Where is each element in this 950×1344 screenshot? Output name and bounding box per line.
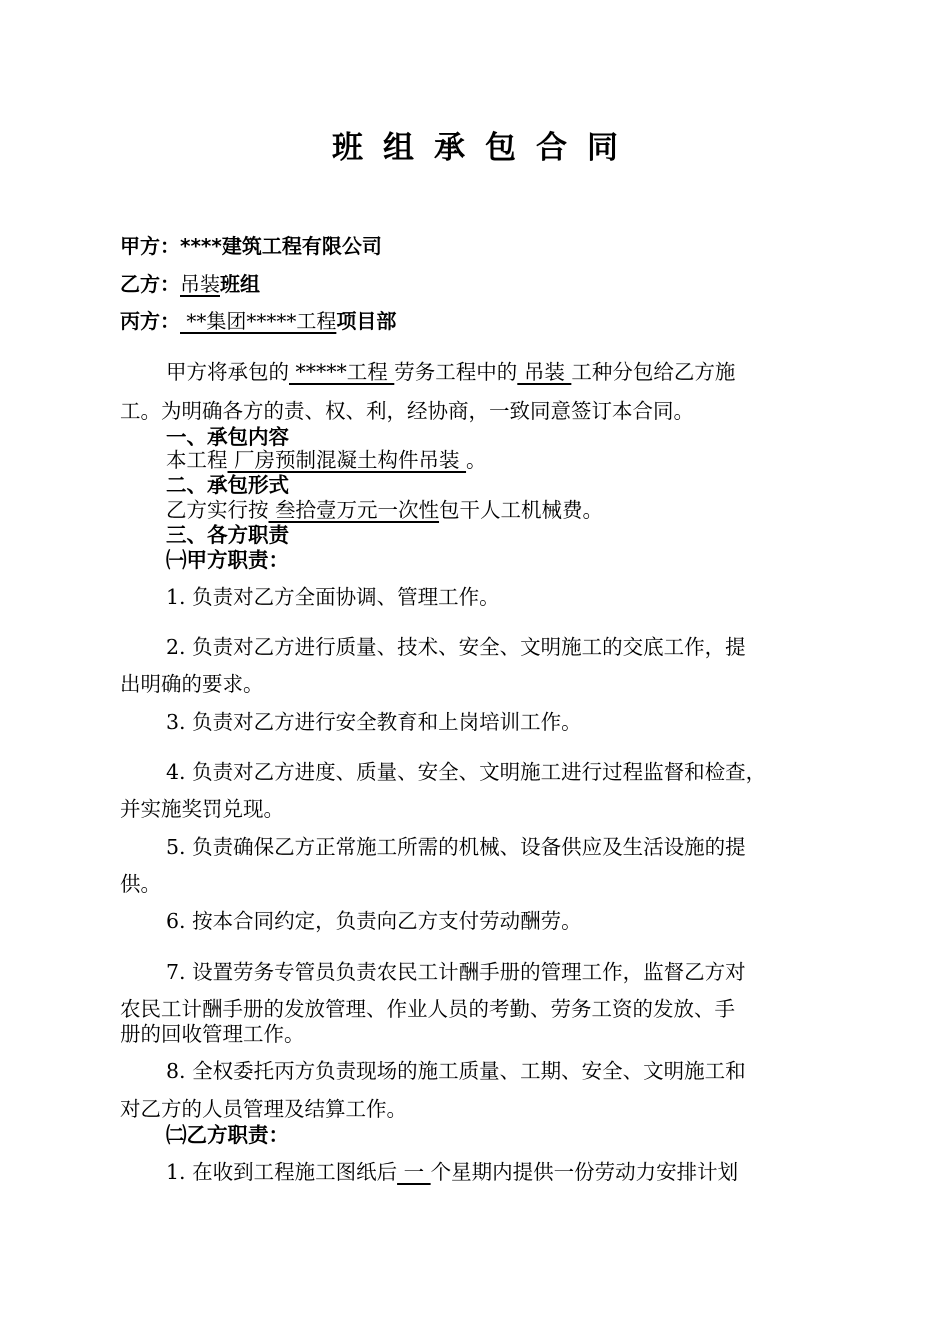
duty-a-1: 1. 负责对乙方全面协调、管理工作。 bbox=[166, 585, 500, 609]
section-1-blank: 厂房预制混凝土构件吊装 bbox=[227, 448, 467, 472]
intro-text-a: 甲方将承包的 bbox=[166, 360, 289, 384]
duty-a-8-line-2: 对乙方的人员管理及结算工作。 bbox=[120, 1097, 407, 1121]
duty-b-1-text-b: 个星期内提供一份劳动力安排计划 bbox=[430, 1160, 739, 1184]
party-b bbox=[120, 268, 260, 297]
intro-text-c: 工种分包给乙方施 bbox=[571, 360, 736, 384]
party-a-duties-heading: ㈠甲方职责： bbox=[166, 548, 289, 572]
document-title: 班组承包合同 bbox=[332, 130, 638, 166]
duty-a-5-line-1: 5. 负责确保乙方正常施工所需的机械、设备供应及生活设施的提 bbox=[166, 835, 746, 859]
duty-a-2-line-1: 2. 负责对乙方进行质量、技术、安全、文明施工的交底工作，提 bbox=[166, 635, 746, 659]
party-b-value: 吊装 bbox=[180, 272, 220, 296]
intro-text-b: 劳务工程中的 bbox=[394, 360, 518, 384]
section-1-heading: 一、承包内容 bbox=[166, 425, 289, 449]
duty-a-7-line-2: 农民工计酬手册的发放管理、作业人员的考勤、劳务工资的发放、手 bbox=[120, 997, 735, 1021]
intro-blank-project: *****工程 bbox=[289, 360, 395, 384]
party-b-duties-heading: ㈡乙方职责： bbox=[166, 1123, 289, 1147]
party-c-label: 丙方： bbox=[120, 309, 180, 333]
party-b-suffix: 班组 bbox=[220, 272, 260, 296]
section-1-text-a: 本工程 bbox=[166, 448, 228, 472]
duty-a-8-line-1: 8. 全权委托丙方负责现场的施工质量、工期、安全、文明施工和 bbox=[166, 1059, 746, 1083]
duty-a-5-line-2: 供。 bbox=[120, 872, 161, 896]
duty-a-4-line-2: 并实施奖罚兑现。 bbox=[120, 797, 284, 821]
duty-b-1-blank: 一 bbox=[397, 1160, 431, 1184]
party-a-value: ****建筑工程有限公司 bbox=[180, 234, 382, 258]
party-a-label: 甲方： bbox=[120, 234, 180, 258]
duty-a-3: 3. 负责对乙方进行安全教育和上岗培训工作。 bbox=[166, 710, 582, 734]
section-2-blank: 叁拾壹万元一次性 bbox=[268, 498, 440, 522]
duty-a-2-line-2: 出明确的要求。 bbox=[120, 672, 264, 696]
intro-line-1 bbox=[120, 355, 906, 385]
duty-a-4-line-1: 4. 负责对乙方进度、质量、安全、文明施工进行过程监督和检查， bbox=[166, 760, 767, 784]
intro-line-2: 工。为明确各方的责、权、利，经协商，一致同意签订本合同。 bbox=[120, 399, 694, 423]
party-c-suffix: 项目部 bbox=[336, 309, 397, 333]
party-b-label: 乙方： bbox=[120, 272, 180, 296]
duty-b-1 bbox=[120, 1155, 906, 1185]
party-c-value: **集团*****工程 bbox=[180, 309, 337, 333]
section-2-text-a: 乙方实行按 bbox=[166, 498, 269, 522]
party-a bbox=[120, 230, 382, 259]
duty-a-6: 6. 按本合同约定，负责向乙方支付劳动酬劳。 bbox=[166, 909, 582, 933]
section-3-heading: 三、各方职责 bbox=[166, 523, 289, 547]
duty-b-1-text-a: 1. 在收到工程施工图纸后 bbox=[166, 1160, 398, 1184]
section-2-text-b: 包干人工机械费。 bbox=[439, 498, 604, 522]
section-1-text-b: 。 bbox=[466, 448, 487, 472]
duty-a-7-line-1: 7. 设置劳务专管员负责农民工计酬手册的管理工作，监督乙方对 bbox=[166, 960, 746, 984]
intro-blank-trade: 吊装 bbox=[517, 360, 572, 384]
party-c bbox=[120, 305, 396, 334]
duty-a-7-line-3: 册的回收管理工作。 bbox=[120, 1022, 305, 1046]
section-2-heading: 二、承包形式 bbox=[166, 473, 289, 497]
